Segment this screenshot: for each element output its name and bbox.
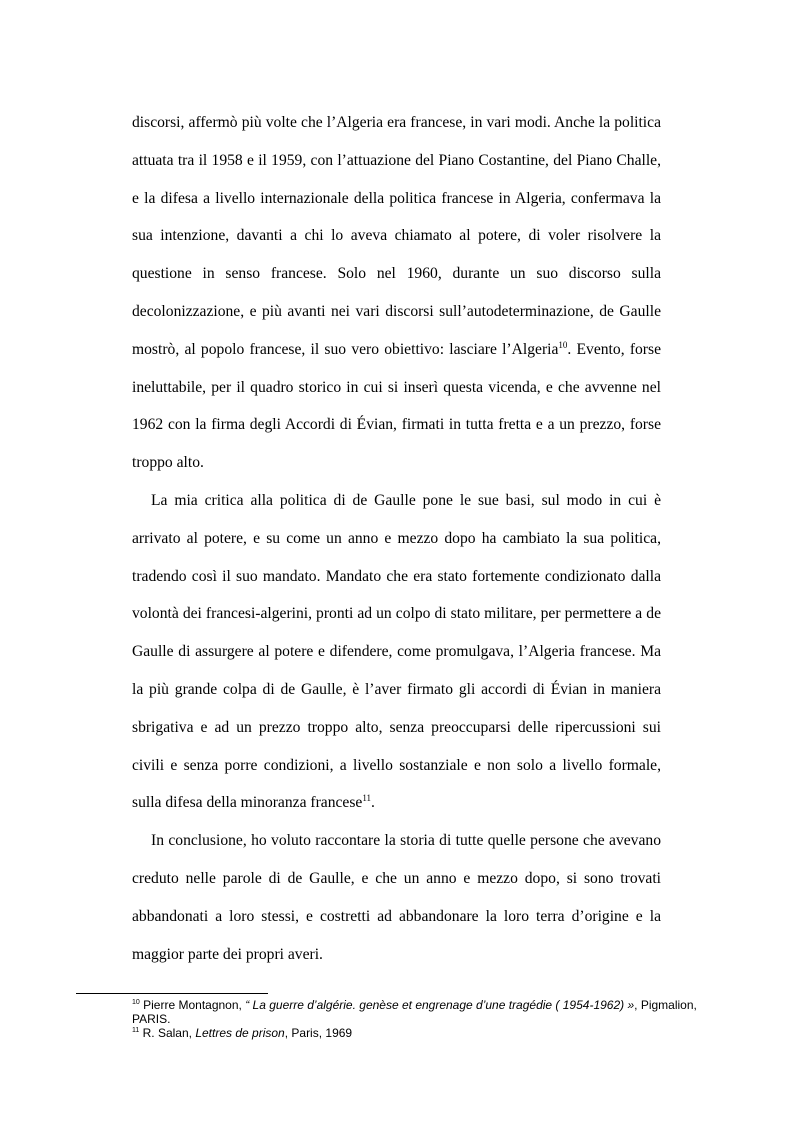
paragraph-1-text-after-footnote: . Evento, forse ineluttabile, per il quadro storico in cui si inserì questa vicenda, e che avvenne nel 1962 con la firma degli Accordi di Évian, firmati in tutta fretta e a un prezzo, forse troppo alto.	[132, 340, 661, 472]
paragraph-2-text-before-footnote: La mia critica alla politica di de Gaulle pone le sue basi, sul modo in cui è arrivato al potere, e su come un anno e mezzo dopo ha cambiato la sua politica, tradendo così il suo mandato. Mandato che era stato fortemente condizionato dalla volontà dei francesi-algerini, pronti ad un colpo di stato militare, per permettere a de Gaulle di assurgere al potere e difendere, come promulgava, l’Algeria francese. Ma la più grande colpa di de Gaulle, è l’aver firmato gli accordi di Évian in maniera sbrigativa e ad un prezzo troppo alto, senza preoccuparsi delle ripercussioni sui civili e senza porre condizioni, a livello sostanziale e non solo a livello formale, sulla difesa della minoranza francese	[132, 491, 661, 812]
footnote-10	[132, 998, 722, 1026]
footnote-publisher: , Paris, 1969	[284, 1026, 353, 1040]
footnote-reference-10: 10	[558, 339, 568, 350]
footnote-author: Pierre Montagnon,	[143, 998, 246, 1012]
footnote-author: R. Salan,	[142, 1026, 196, 1040]
footnote-reference-11: 11	[362, 793, 371, 804]
paragraph-1-text-before-footnote: discorsi, affermò più volte che l’Algeria era francese, in vari modi. Anche la politica attuata tra il 1958 e il 1959, con l’attuazione del Piano Costantine, del Piano Challe, e la difesa a livello internazionale della politica francese in Algeria, confermava la sua intenzione, davanti a chi lo aveva chiamato al potere, di voler risolvere la questione in senso francese. Solo nel 1960, durante un suo discorso sulla decolonizzazione, e più avanti nei vari discorsi sull’autodeterminazione, de Gaulle mostrò, al popolo francese, il suo vero obiettivo: lasciare l’Algeria	[132, 114, 661, 358]
paragraph-3-text: In conclusione, ho voluto raccontare la storia di tutte quelle persone che avevano creduto nelle parole di de Gaulle, e che un anno e mezzo dopo, si sono trovati abbandonati a loro stessi, e costretti ad abbandonare la loro terra d’origine e la maggior parte dei propri averi.	[132, 832, 661, 963]
footnote-publisher: , Pigmalion, PARIS.	[132, 998, 697, 1026]
paragraph-2-text-after-footnote: .	[371, 794, 375, 812]
footnote-11	[132, 1026, 722, 1040]
body-text	[132, 104, 661, 973]
footnote-separator	[76, 993, 268, 994]
footnote-title: Lettres de prison	[195, 1026, 285, 1040]
paragraph-2	[132, 482, 661, 822]
footnotes	[132, 998, 722, 1040]
footnote-title: “ La guerre d’algérie. genèse et engrenage d’une tragédie ( 1954-1962) »	[245, 998, 635, 1012]
footnote-number: 10	[132, 999, 140, 1006]
paragraph-3	[132, 822, 661, 973]
paragraph-1	[132, 104, 661, 482]
footnote-number: 11	[132, 1027, 140, 1034]
